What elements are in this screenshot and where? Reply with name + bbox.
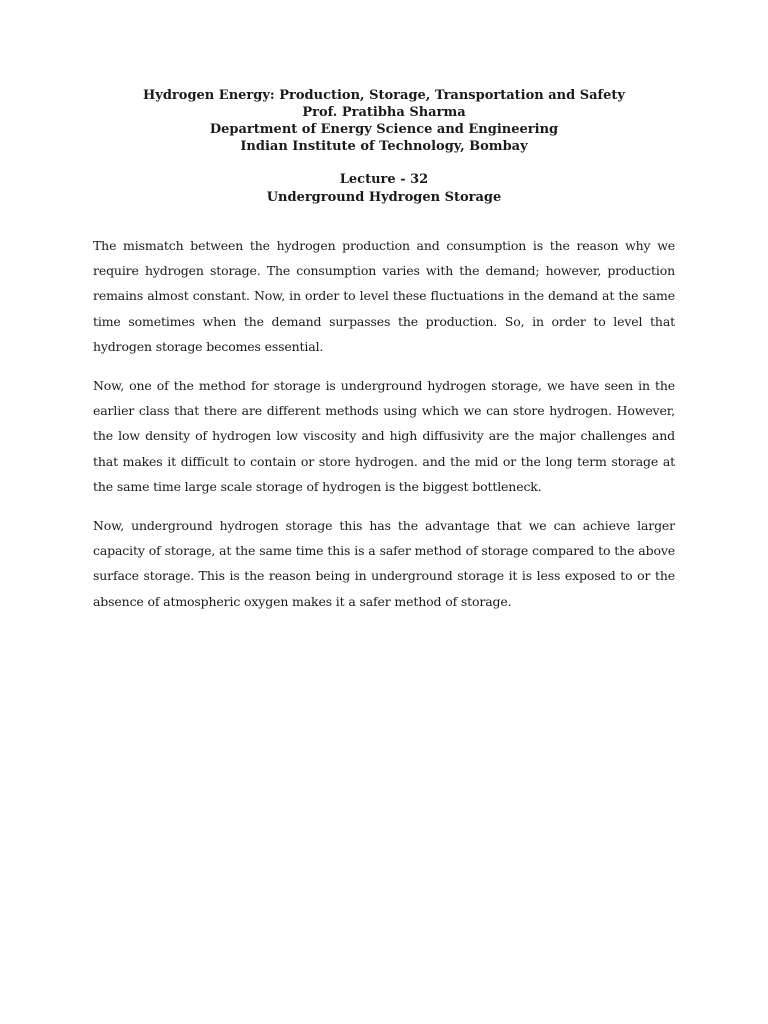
paragraph: Now, one of the method for storage is underground hydrogen storage, we have seen in the earlier class that there are different methods using which we can store hydrogen. However, the low density of hydrogen low viscosity and high diffusivity are the major challenges and that makes it difficult to contain or store hydrogen. and the mid or the long term storage at the same time large scale storage of hydrogen is the biggest bottleneck. (93, 378, 675, 494)
document-body (93, 233, 675, 628)
department-name: Department of Energy Science and Engineering (209, 122, 559, 137)
lecture-number: Lecture - 32 (339, 172, 429, 187)
document-header (93, 87, 675, 155)
course-title: Hydrogen Energy: Production, Storage, Transportation and Safety (143, 88, 625, 103)
institute-name: Indian Institute of Technology, Bombay (240, 139, 528, 154)
instructor-name: Prof. Pratibha Sharma (302, 105, 466, 120)
paragraph: The mismatch between the hydrogen production and consumption is the reason why we require hydrogen storage. The consumption varies with the demand; however, production remains almost constant. Now, in order to level these fluctuations in the demand at the same time sometimes when the demand surpasses the production. So, in order to level that hydrogen storage becomes essential. (93, 238, 675, 354)
paragraph: Now, underground hydrogen storage this has the advantage that we can achieve larger capacity of storage, at the same time this is a safer method of storage compared to the above surface storage. This is the reason being in underground storage it is less exposed to or the absence of atmospheric oxygen makes it a safer method of storage. (93, 518, 675, 609)
lecture-title: Underground Hydrogen Storage (266, 190, 502, 205)
lecture-heading (93, 171, 675, 207)
